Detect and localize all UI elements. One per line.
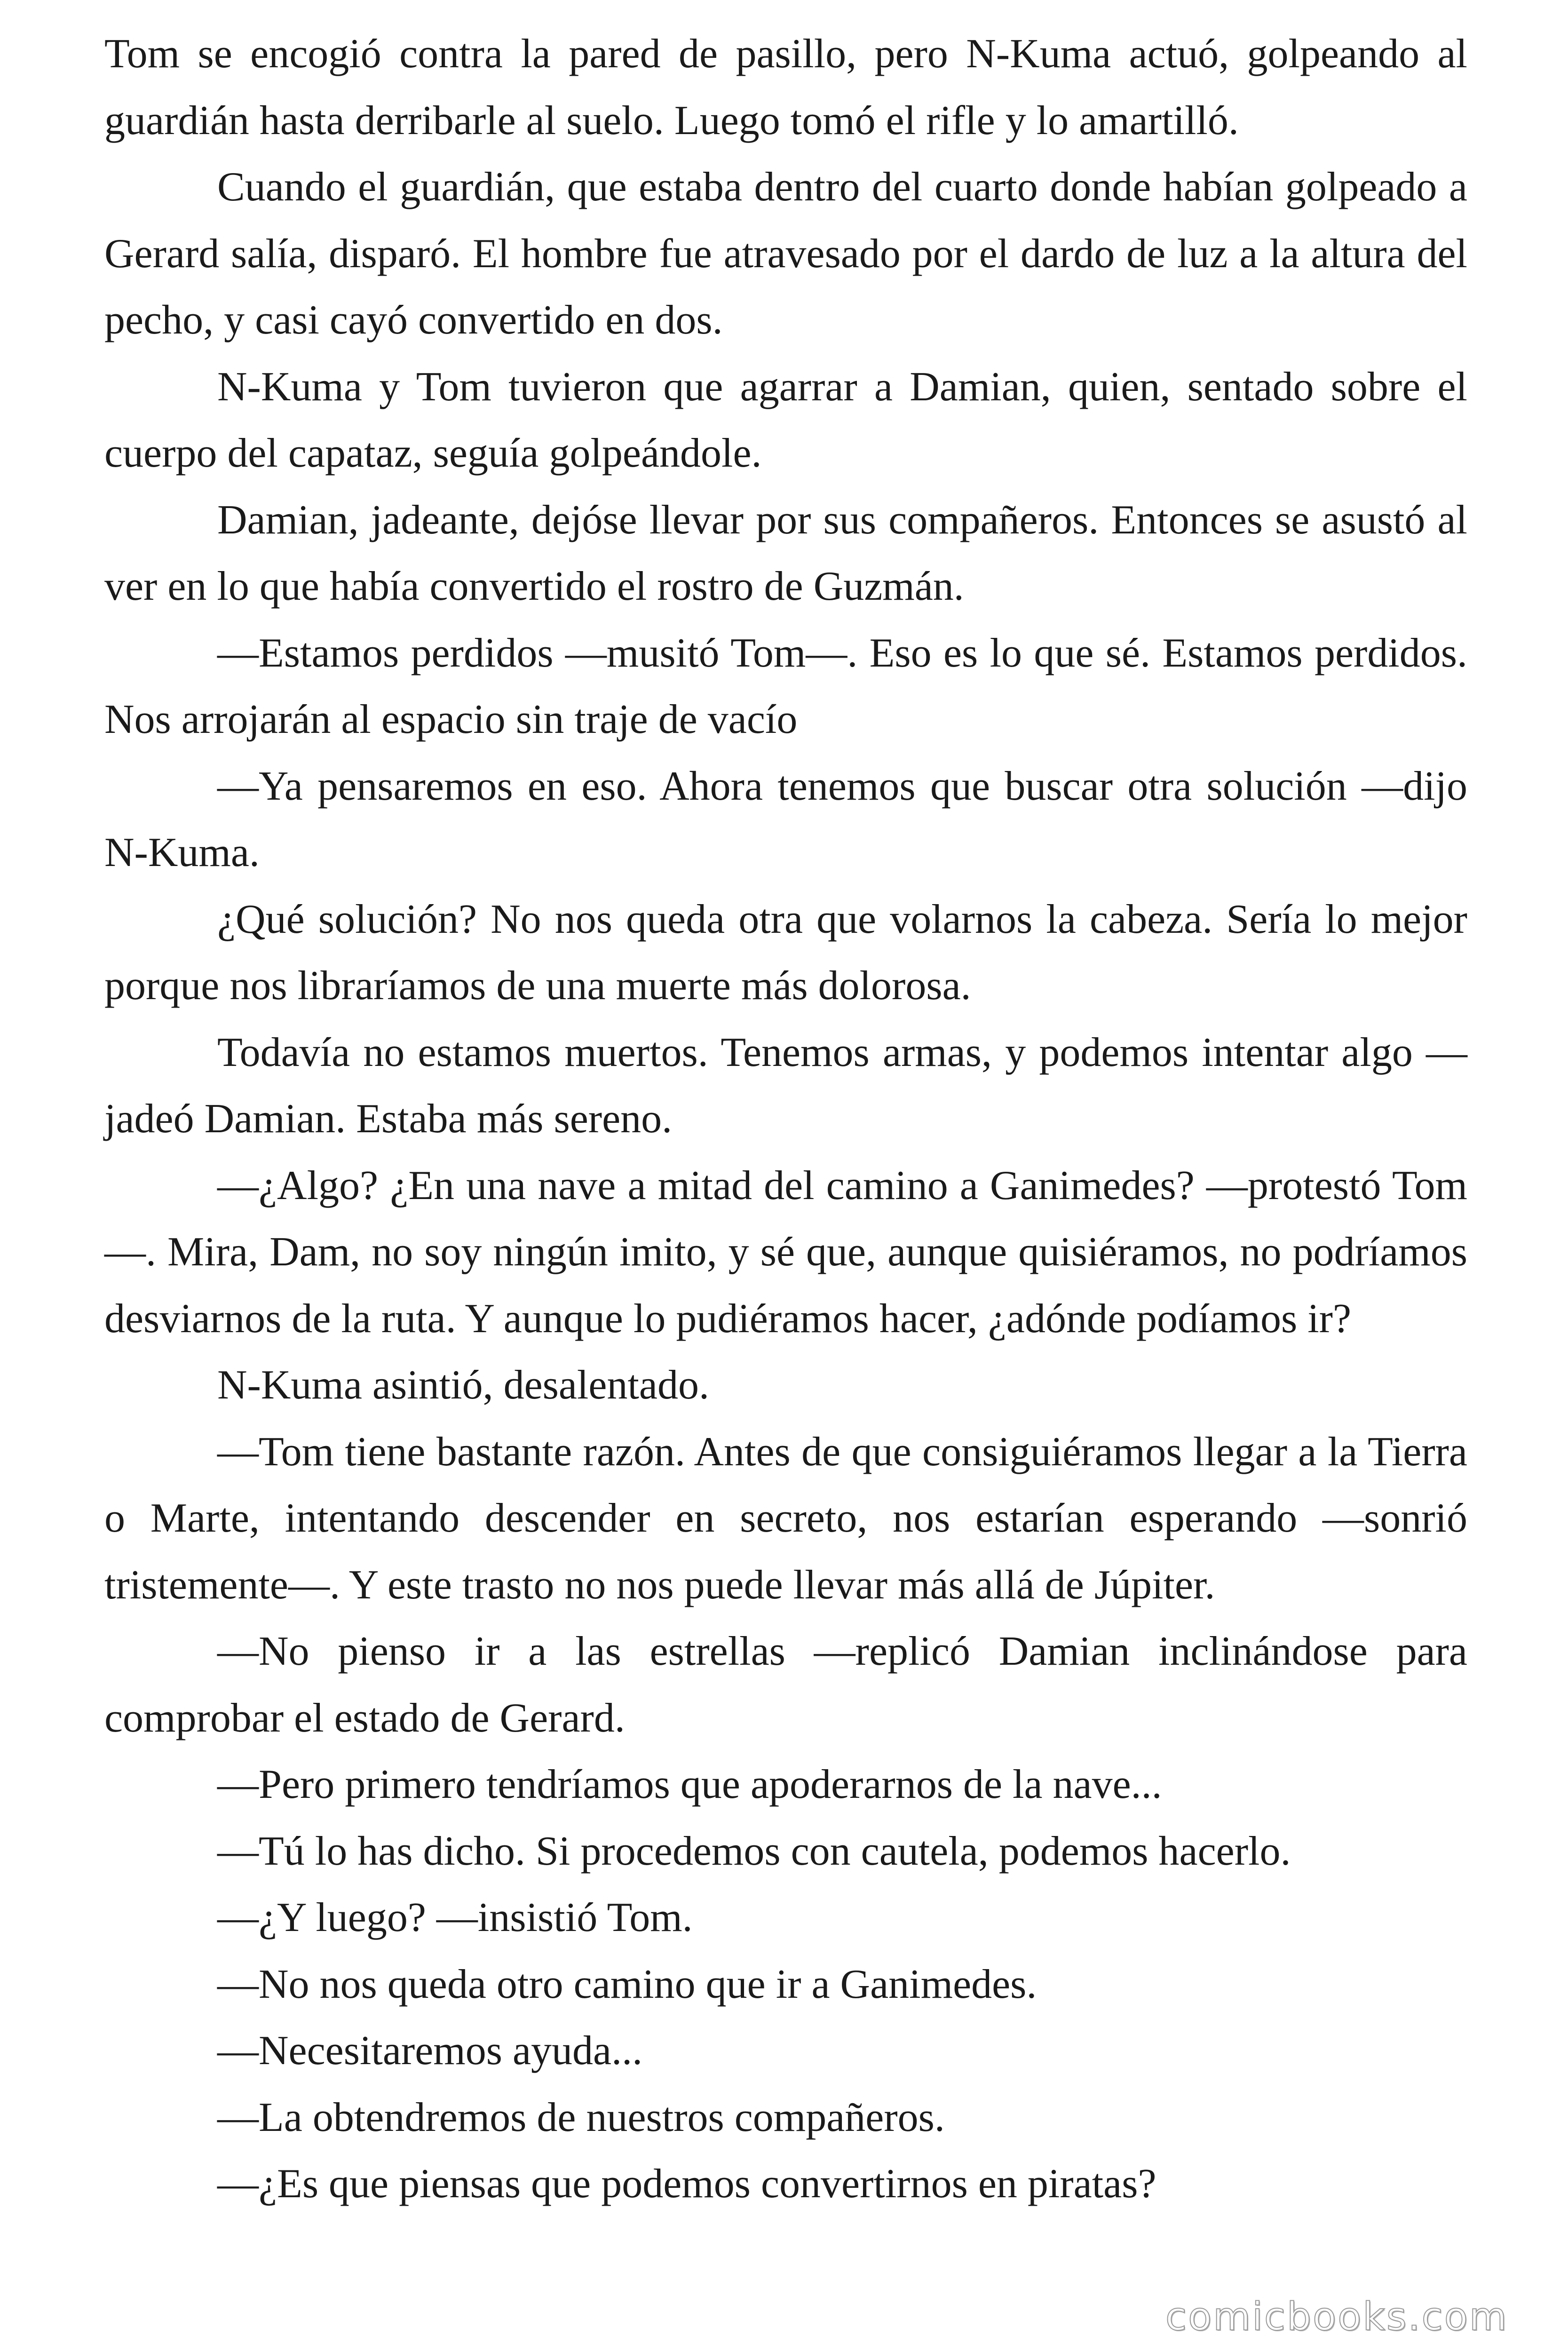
- paragraph: —¿Algo? ¿En una nave a mitad del camino a Ganimedes? —protestó Tom—. Mira, Dam, no soy ningún imito, y sé que, aunque quisiéramos, no podríamos desviarnos de la ruta. Y aunque lo pudiéramos hacer, ¿adónde podíamos ir?: [104, 1162, 1467, 1342]
- paragraph: —Ya pensaremos en eso. Ahora tenemos que buscar otra solución —dijo N-Kuma.: [104, 763, 1467, 875]
- paragraph: —Tú lo has dicho. Si procedemos con cautela, podemos hacerlo.: [217, 1828, 1291, 1874]
- paragraph: Tom se encogió contra la pared de pasillo, pero N-Kuma actuó, golpeando al guardián hasta derribarle al suelo. Luego tomó el rifle y lo amartilló.: [104, 31, 1467, 143]
- paragraph: —Tom tiene bastante razón. Antes de que consiguiéramos llegar a la Tierra o Marte, intentando descender en secreto, nos estarían esperando —sonrió tristemente—. Y este trasto no nos puede llevar más allá de Júpiter.: [104, 1429, 1467, 1608]
- paragraph: N-Kuma asintió, desalentado.: [217, 1362, 709, 1408]
- paragraph: ¿Qué solución? No nos queda otra que volarnos la cabeza. Sería lo mejor porque nos libraríamos de una muerte más dolorosa.: [104, 896, 1467, 1009]
- document-body: [104, 21, 1467, 2217]
- paragraph: —Necesitaremos ayuda...: [217, 2028, 643, 2074]
- paragraph: —¿Y luego? —insistió Tom.: [217, 1895, 693, 1940]
- paragraph: —¿Es que piensas que podemos convertirnos en piratas?: [217, 2161, 1156, 2207]
- paragraph: —La obtendremos de nuestros compañeros.: [217, 2094, 945, 2140]
- paragraph: Todavía no estamos muertos. Tenemos armas, y podemos intentar algo —jadeó Damian. Estaba más sereno.: [104, 1029, 1467, 1142]
- paragraph: —No pienso ir a las estrellas —replicó Damian inclinándose para comprobar el estado de Gerard.: [104, 1629, 1467, 1741]
- paragraph: —No nos queda otro camino que ir a Ganimedes.: [217, 1961, 1037, 2007]
- paragraph: Damian, jadeante, dejóse llevar por sus compañeros. Entonces se asustó al ver en lo que había convertido el rostro de Guzmán.: [104, 497, 1467, 609]
- paragraph: Cuando el guardián, que estaba dentro del cuarto donde habían golpeado a Gerard salía, disparó. El hombre fue atravesado por el dardo de luz a la altura del pecho, y casi cayó convertido en dos.: [104, 164, 1467, 343]
- paragraph: —Pero primero tendríamos que apoderarnos de la nave...: [217, 1762, 1162, 1807]
- paragraph: —Estamos perdidos —musitó Tom—. Eso es lo que sé. Estamos perdidos. Nos arrojarán al espacio sin traje de vacío: [104, 630, 1467, 742]
- paragraph: N-Kuma y Tom tuvieron que agarrar a Damian, quien, sentado sobre el cuerpo del capataz, seguía golpeándole.: [104, 364, 1467, 476]
- watermark-logo: comicbooks.com: [1165, 2295, 1508, 2339]
